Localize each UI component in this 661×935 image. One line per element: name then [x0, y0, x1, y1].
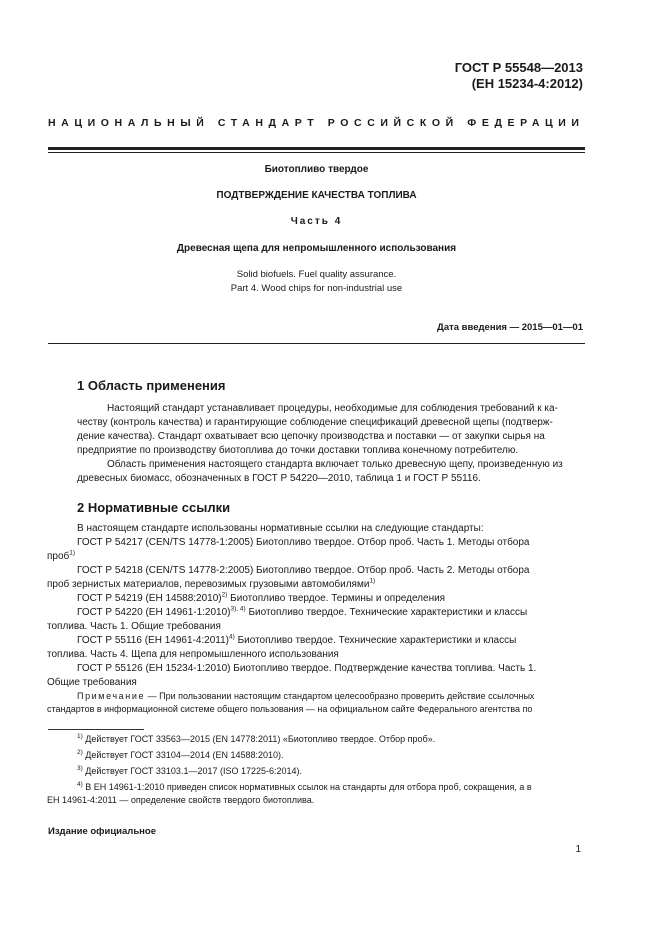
- header-rule-thick: [48, 147, 585, 150]
- s1-p2-l1: Область применения настоящего стандарта включает только древесную щепу, произведенную из: [107, 459, 563, 470]
- footnote-3-mark: 3): [77, 765, 83, 772]
- ref-1-line-2: [47, 550, 584, 564]
- note-line-1: [77, 690, 584, 703]
- footnote-4: [77, 781, 584, 794]
- section-2-body: [47, 522, 584, 690]
- ref-3-line-1: [77, 592, 584, 606]
- official-edition: Издание официальное: [48, 826, 156, 837]
- ref-5-code: ГОСТ Р 55116 (ЕН 14961-4:2011): [77, 635, 230, 646]
- footnote-rule: [48, 729, 144, 730]
- ref-4-code: ГОСТ Р 54220 (ЕН 14961-1:2010): [77, 607, 231, 618]
- footnote-2-text: Действует ГОСТ 33104—2014 (EN 14588:2010).: [82, 750, 284, 760]
- date-of-introduction: Дата введения — 2015—01—01: [437, 322, 583, 333]
- s1-p1-l1: Настоящий стандарт устанавливает процедуры, необходимые для соблюдения требований к ка-: [107, 403, 558, 414]
- title-line-1: Биотопливо твердое: [264, 164, 369, 175]
- section-1-heading: 1 Область применения: [77, 378, 226, 393]
- footnotes: [47, 733, 584, 807]
- title-english-line-2: Part 4. Wood chips for non-industrial use: [230, 283, 403, 294]
- title-line-2: ПОДТВЕРЖДЕНИЕ КАЧЕСТВА ТОПЛИВА: [216, 190, 417, 201]
- standard-number-block: [455, 60, 583, 92]
- title-part: Часть 4: [290, 216, 343, 227]
- note-line-2: стандартов в информационной системе общего пользования — на официальном сайте Федерального агентства по: [47, 704, 533, 714]
- s1-p1-l2: честву (контроль качества) и гарантирующие соблюдение спецификаций древесной щепы (подтверж-: [77, 417, 553, 428]
- page-number: 1: [575, 844, 581, 855]
- ref-1-text: проб: [47, 551, 70, 562]
- section-2-heading: 2 Нормативные ссылки: [77, 500, 231, 515]
- footnote-1-text: Действует ГОСТ 33563—2015 (EN 14778:2011) «Биотопливо твердое. Отбор проб».: [82, 734, 436, 744]
- ref-1-line-1: ГОСТ Р 54217 (CEN/TS 14778-1:2005) Биотопливо твердое. Отбор проб. Часть 1. Методы отбора: [77, 537, 530, 548]
- s1-p1-l4: предприятие по производству биотоплива до точки доставки топлива конечному потребителю.: [77, 445, 519, 456]
- ref-4-line-1: [77, 606, 584, 620]
- ref-2-footnote-mark[interactable]: 1): [369, 577, 376, 585]
- footnote-1: [77, 733, 584, 746]
- note-label: Примечание: [77, 691, 146, 701]
- ref-3-code: ГОСТ Р 54219 (ЕН 14588:2010): [77, 593, 222, 604]
- ref-5-line-2: топлива. Часть 4. Щепа для непромышленного использования: [47, 649, 339, 660]
- section-1-body: [77, 402, 584, 486]
- ref-4-title: Биотопливо твердое. Технические характеристики и классы: [245, 607, 528, 618]
- footnote-4-mark: 4): [77, 781, 83, 788]
- ref-5-line-1: [77, 634, 584, 648]
- ref-4-line-2: топлива. Часть 1. Общие требования: [47, 621, 221, 632]
- title-english: [48, 268, 585, 296]
- ref-3-footnote-mark[interactable]: 2): [221, 591, 228, 599]
- note: [47, 690, 584, 716]
- s2-intro: В настоящем стандарте использованы нормативные ссылки на следующие стандарты:: [77, 523, 484, 534]
- standard-number-en: (ЕН 15234-4:2012): [471, 76, 583, 91]
- header-rule-thin: [48, 152, 585, 153]
- ref-1-footnote-mark[interactable]: 1): [69, 549, 76, 557]
- footnote-1-mark: 1): [77, 733, 83, 740]
- standard-number: ГОСТ Р 55548—2013: [454, 60, 583, 75]
- title-english-line-1: Solid biofuels. Fuel quality assurance.: [236, 269, 397, 280]
- ref-6-line-1: ГОСТ Р 55126 (ЕН 15234-1:2010) Биотопливо твердое. Подтверждение качества топлива. Часть 1.: [77, 663, 537, 674]
- footnote-3-text: Действует ГОСТ 33103.1—2017 (ISO 17225-6:2014).: [82, 766, 303, 776]
- national-standard-line: НАЦИОНАЛЬНЫЙ СТАНДАРТ РОССИЙСКОЙ ФЕДЕРАЦИИ: [48, 117, 585, 129]
- ref-4-footnote-mark[interactable]: 3), 4): [230, 605, 246, 613]
- note-text-1: — При пользовании настоящим стандартом целесообразно проверить действие ссылочных: [145, 691, 535, 701]
- footnote-4-line-2: ЕН 14961-4:2011 — определение свойств твердого биотоплива.: [47, 795, 315, 805]
- ref-2-text: проб зернистых материалов, перевозимых грузовыми автомобилями: [47, 579, 370, 590]
- footnote-2: [77, 749, 584, 762]
- footnote-4-text: В ЕН 14961-1:2010 приведен список нормативных ссылок на стандарты для отбора проб, сокращения, а в: [82, 782, 532, 792]
- footnote-2-mark: 2): [77, 749, 83, 756]
- ref-2-line-2: [47, 578, 584, 592]
- footnote-3: [77, 765, 584, 778]
- ref-6-line-2: Общие требования: [47, 677, 137, 688]
- ref-5-title: Биотопливо твердое. Технические характеристики и классы: [234, 635, 517, 646]
- ref-5-footnote-mark[interactable]: 4): [229, 633, 235, 641]
- s1-p2-l2: древесных биомасс, обозначенных в ГОСТ Р 54220—2010, таблица 1 и ГОСТ Р 55116.: [77, 473, 481, 484]
- s1-p1-l3: дение качества). Стандарт охватывает всю цепочку производства и поставки — от закупки сырья на: [77, 431, 545, 442]
- ref-3-title: Биотопливо твердое. Термины и определения: [227, 593, 446, 604]
- title-subtitle: Древесная щепа для непромышленного использования: [176, 243, 457, 254]
- date-rule: [48, 343, 585, 344]
- ref-2-line-1: ГОСТ Р 54218 (CEN/TS 14778-2:2005) Биотопливо твердое. Отбор проб. Часть 2. Методы отбора: [77, 565, 530, 576]
